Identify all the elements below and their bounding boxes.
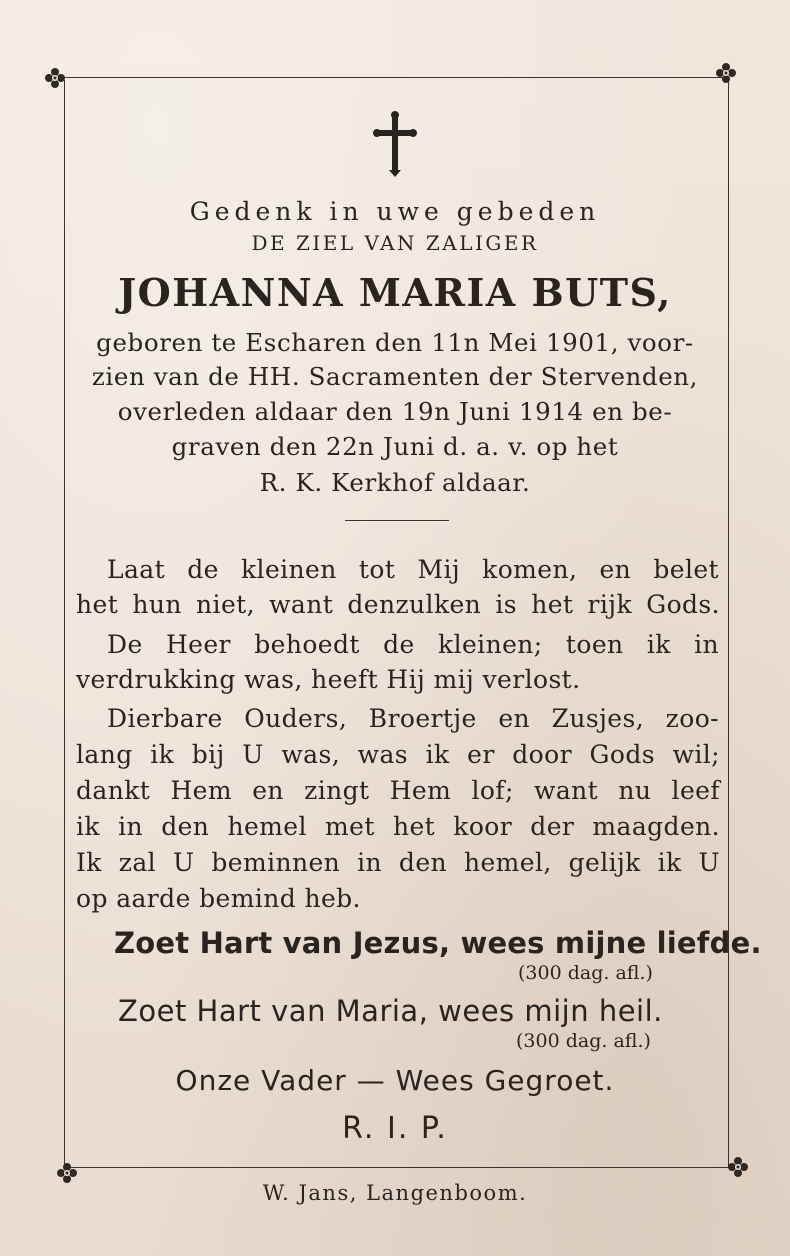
bio-line: geboren te Escharen den 11n Mei 1901, voor-	[96, 328, 694, 357]
text-line: het hun niet, want denzulken is het rijk Gods.	[76, 590, 720, 619]
frame-top-line	[56, 77, 726, 78]
bio-line: overleden aldaar den 19n Juni 1914 en be-	[117, 397, 673, 426]
deceased-name: JOHANNA MARIA BUTS,	[118, 270, 672, 315]
header-soul: DE ZIEL VAN ZALIGER	[251, 231, 539, 255]
text-line: lang ik bij U was, was ik er door Gods wil;	[76, 740, 720, 769]
rosette-icon	[727, 1156, 749, 1178]
frame-bottom-line	[66, 1167, 738, 1168]
divider-rule	[345, 520, 449, 521]
text-line: op aarde bemind heb.	[76, 884, 361, 913]
text-line: verdrukking was, heeft Hij mij verlost.	[76, 665, 581, 694]
text-line: Laat de kleinen tot Mij komen, en belet	[107, 555, 719, 584]
rip-text: R. I. P.	[342, 1111, 448, 1146]
text-line: Ik zal U beminnen in den hemel, gelijk ik U	[76, 848, 720, 877]
header-remember: Gedenk in uwe gebeden	[189, 197, 601, 226]
indulgence-note: (300 dag. afl.)	[516, 1030, 651, 1052]
text-line: Dierbare Ouders, Broertje en Zusjes, zoo-	[107, 704, 719, 733]
prayer-our-father: Onze Vader — Wees Gegroet.	[175, 1064, 615, 1097]
rosette-icon	[44, 67, 66, 89]
prayer-sacred-heart-mary: Zoet Hart van Maria, wees mijn heil.	[118, 994, 663, 1028]
prayer-sacred-heart-jesus: Zoet Hart van Jezus, wees mijne liefde.	[114, 926, 762, 960]
cross-icon	[372, 110, 418, 178]
text-line: De Heer behoedt de kleinen; toen ik in	[107, 630, 719, 659]
text-line: ik in den hemel met het koor der maagden.	[76, 812, 720, 841]
bio-line: graven den 22n Juni d. a. v. op het	[171, 432, 619, 461]
indulgence-note: (300 dag. afl.)	[518, 962, 653, 984]
rosette-icon	[715, 62, 737, 84]
text-line: dankt Hem en zingt Hem lof; want nu leef	[76, 776, 720, 805]
printer-credit: W. Jans, Langenboom.	[262, 1181, 528, 1205]
bio-line: R. K. Kerkhof aldaar.	[259, 468, 531, 497]
bio-line: zien van de HH. Sacramenten der Stervenden,	[91, 362, 699, 391]
